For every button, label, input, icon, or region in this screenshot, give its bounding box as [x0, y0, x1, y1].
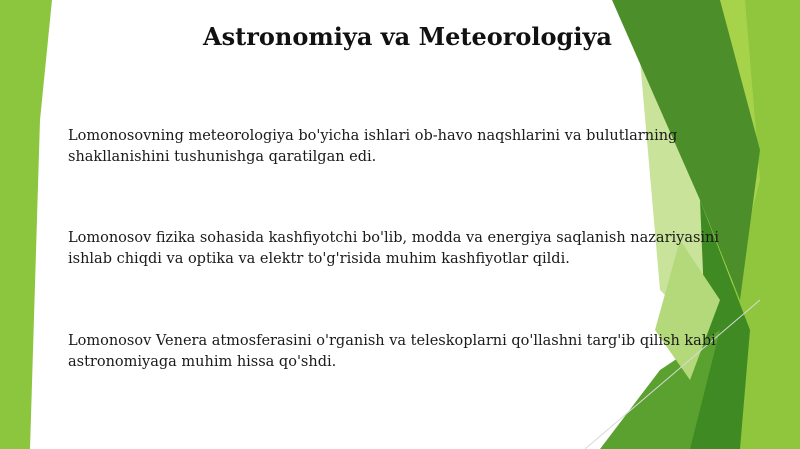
- left-green-band: [0, 0, 52, 449]
- paragraph-physics: Lomonosov fizika sohasida kashfiyotchi bo'lib, modda va energiya saqlanish nazariyasini ishlab chiqdi va optika va elektr to'g'risida muhim kashfiyotlar qildi.: [68, 230, 720, 267]
- slide-title: Astronomiya va Meteorologiya: [203, 22, 612, 51]
- paragraph-astronomy: Lomonosov Venera atmosferasini o'rganish va teleskoplarni qo'llashni targ'ib qilish kabi astronomiyaga muhim hissa qo'shdi.: [68, 333, 716, 370]
- paragraph-meteorology: Lomonosovning meteorologiya bo'yicha ishlari ob-havo naqshlarini va bulutlarning shakllanishini tushunishga qaratilgan edi.: [68, 128, 678, 165]
